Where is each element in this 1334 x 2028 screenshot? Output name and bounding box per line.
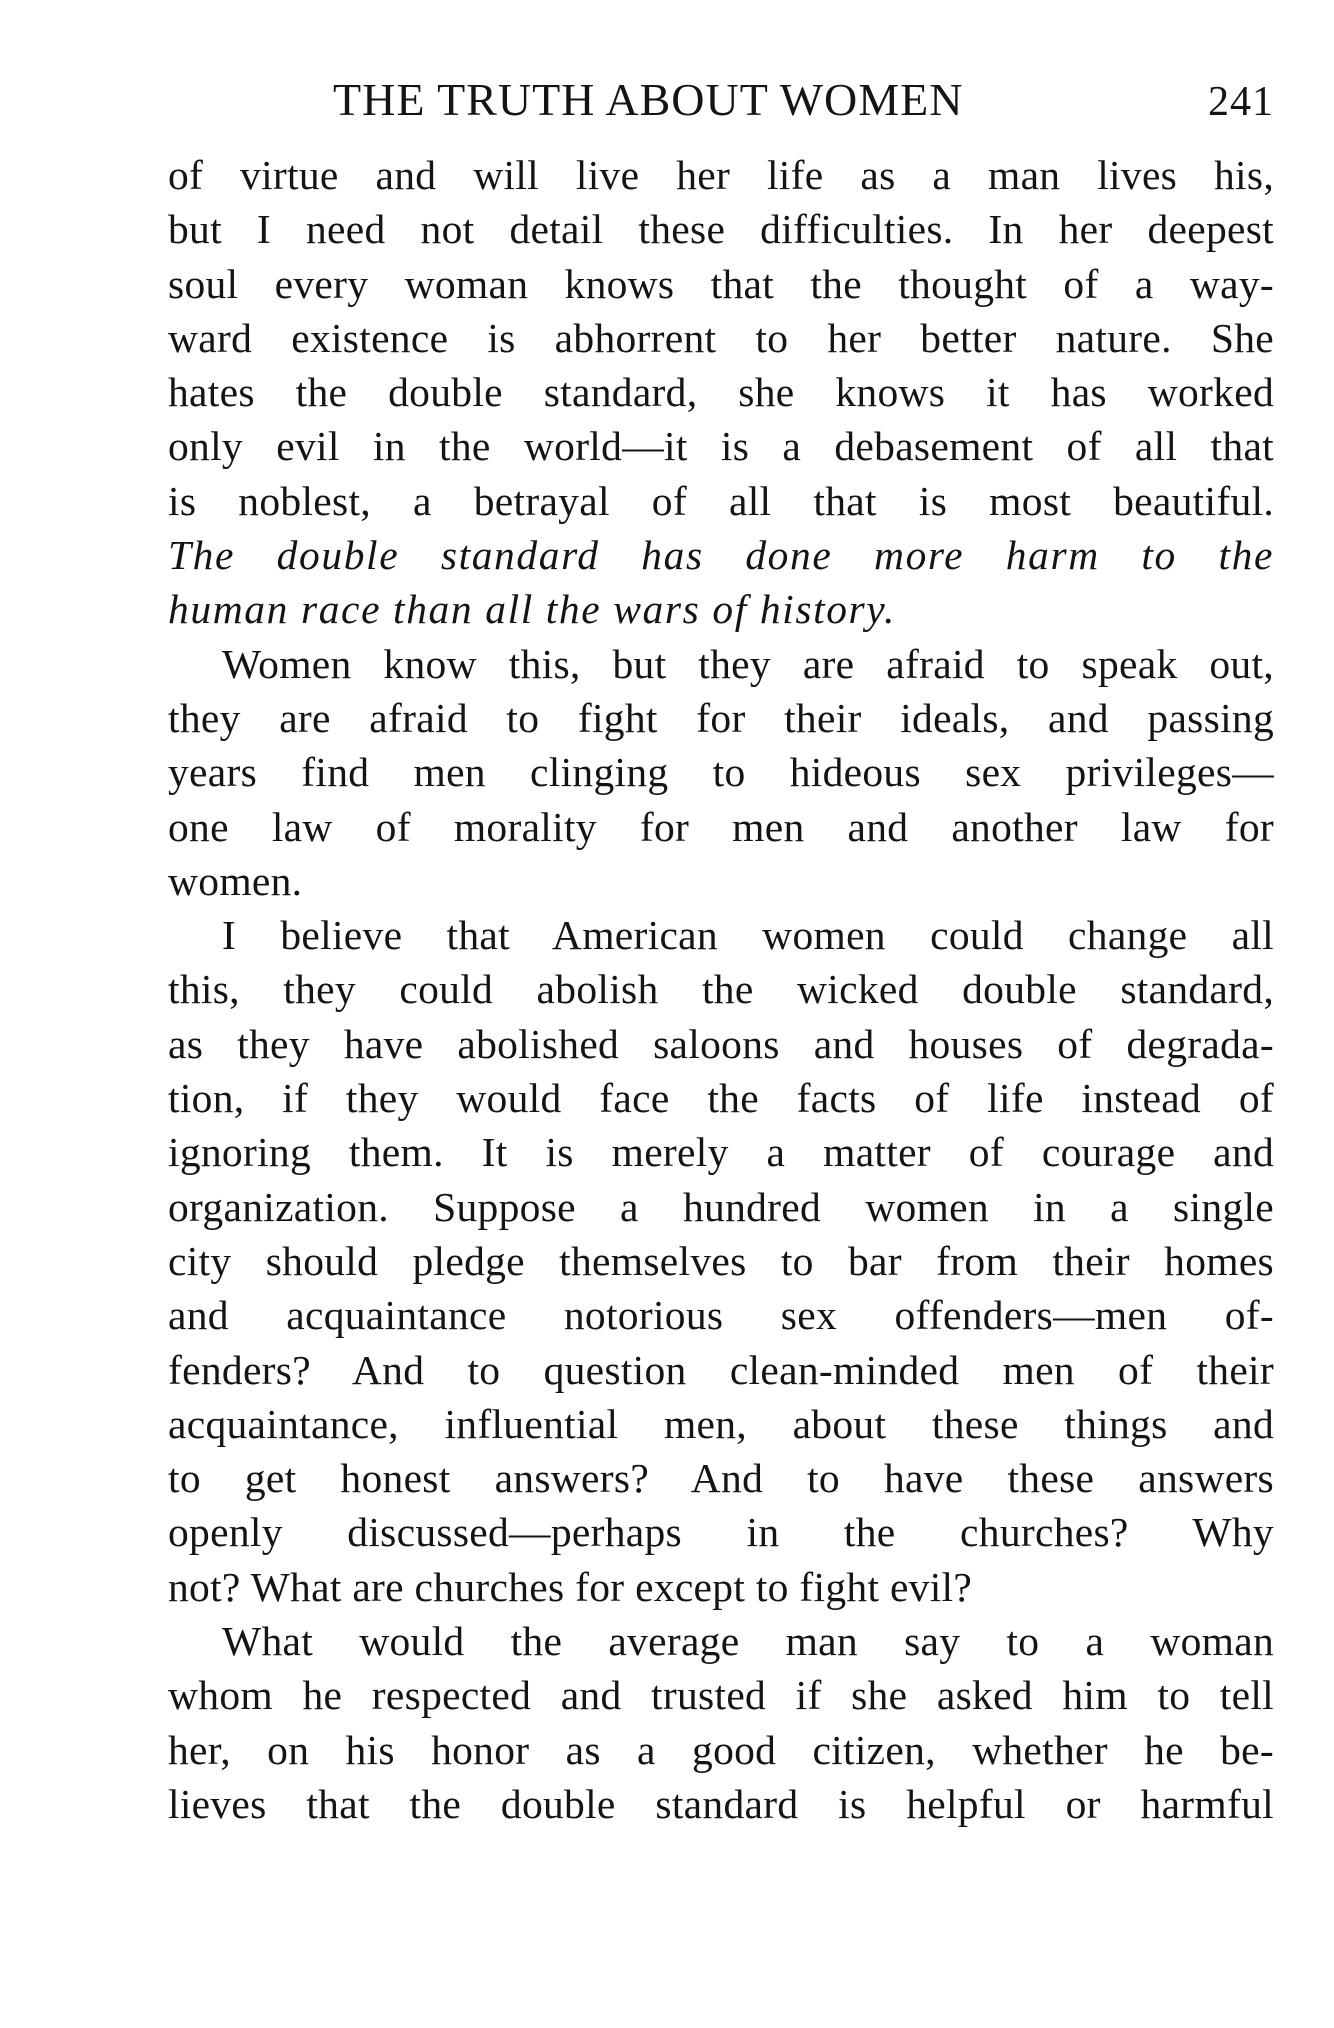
text-line: hates the double standard, she knows it has worked bbox=[168, 369, 1274, 416]
text-line: to get honest answers? And to have these answers bbox=[168, 1455, 1274, 1502]
running-title: THE TRUTH ABOUT WOMEN bbox=[333, 74, 964, 125]
text-line: her, on his honor as a good citizen, whether he be- bbox=[168, 1726, 1274, 1773]
text-line: not? What are churches for except to fight evil? bbox=[168, 1563, 973, 1610]
paragraph-first-line: I believe that American women could change all bbox=[222, 912, 1274, 959]
text-line: and acquaintance notorious sex offenders—men of- bbox=[168, 1292, 1274, 1339]
text-line: but I need not detail these difficulties. In her deepest bbox=[168, 206, 1274, 253]
text-line: years find men clinging to hideous sex privileges— bbox=[168, 749, 1274, 796]
text-line: fenders? And to question clean-minded men of their bbox=[168, 1346, 1274, 1393]
page-number: 241 bbox=[1208, 79, 1274, 125]
text-line: they are afraid to fight for their ideals, and passing bbox=[168, 694, 1274, 741]
paragraph-first-line: What would the average man say to a woman bbox=[222, 1618, 1274, 1665]
text-line: city should pledge themselves to bar from their homes bbox=[168, 1237, 1274, 1284]
text-line: of virtue and will live her life as a man lives his, bbox=[168, 152, 1274, 198]
italic-text-line: human race than all the wars of history. bbox=[168, 586, 896, 633]
text-line: one law of morality for men and another law for bbox=[168, 803, 1274, 850]
text-line: is noblest, a betrayal of all that is most beautiful. bbox=[168, 477, 1274, 524]
text-line: this, they could abolish the wicked double standard, bbox=[168, 966, 1274, 1013]
running-head bbox=[168, 70, 1274, 130]
text-line: as they have abolished saloons and houses of degrada- bbox=[168, 1020, 1274, 1067]
text-line: tion, if they would face the facts of life instead of bbox=[168, 1075, 1274, 1122]
text-line: organization. Suppose a hundred women in a single bbox=[168, 1183, 1274, 1230]
text-line: women. bbox=[168, 857, 303, 904]
italic-text-line: The double standard has done more harm to the bbox=[168, 532, 1274, 579]
text-line: soul every woman knows that the thought of a way- bbox=[168, 260, 1274, 307]
text-line: ignoring them. It is merely a matter of courage and bbox=[168, 1129, 1274, 1176]
text-line: only evil in the world—it is a debasement of all that bbox=[168, 423, 1274, 470]
text-line: whom he respected and trusted if she asked him to tell bbox=[168, 1672, 1274, 1719]
body-text bbox=[168, 148, 1274, 1831]
text-line: openly discussed—perhaps in the churches? Why bbox=[168, 1509, 1274, 1556]
paragraph-first-line: Women know this, but they are afraid to speak out, bbox=[222, 640, 1274, 687]
text-line: lieves that the double standard is helpful or harmful bbox=[168, 1780, 1274, 1827]
text-line: acquaintance, influential men, about these things and bbox=[168, 1400, 1274, 1447]
text-line: ward existence is abhorrent to her better nature. She bbox=[168, 314, 1274, 361]
